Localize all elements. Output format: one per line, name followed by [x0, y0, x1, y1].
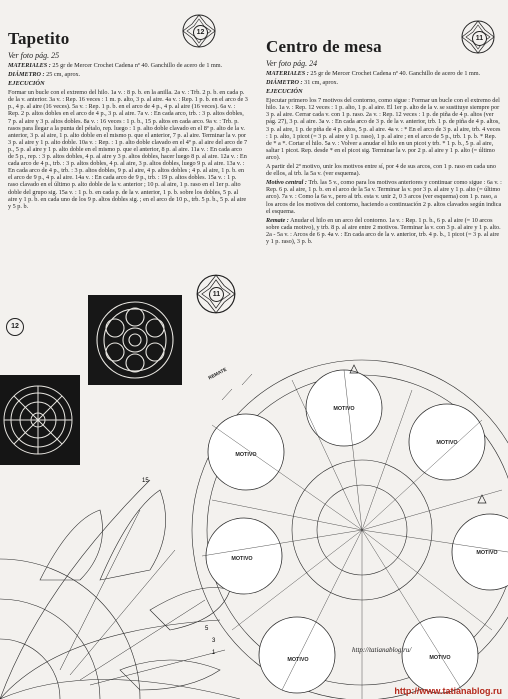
motivo-label: MOTIVO — [287, 657, 309, 663]
photo-number-badge: 12 — [6, 318, 24, 336]
left-column — [8, 30, 248, 210]
left-title: Tapetito — [8, 29, 70, 48]
left-photo-ref: Ver foto pág. 25 — [8, 51, 60, 60]
motivo-label: MOTIVO — [436, 440, 458, 446]
blog-watermark: http://tatianablog.ru/ — [352, 646, 412, 654]
pattern-number-badge-diagram — [196, 274, 236, 314]
doily-photo-12 — [0, 375, 80, 465]
motivo-label: MOTIVO — [476, 550, 498, 556]
badge-number: 11 — [472, 31, 487, 46]
right-diametro: DIÁMETRO : 31 cm, aprox. — [266, 79, 339, 87]
row-number: 15 — [142, 478, 149, 484]
right-a-partir-text: A partir del 2º motivo, unir los motivos entre sí, por 4 de sus arcos, con 1 p. raso en cada uno de ellos, al trb. la 5a v. (ver esquema). — [266, 163, 496, 178]
left-ejecucion-text: Formar un bucle con el extremo del hilo. 1a v. : 8 p. b. en la anilla. 2a v. : Trb. 2 p. b. en cada p. de la v. anterior. 3a v. : Rep. 16 veces : 1 m. p. alto, 3 p. al aire. 4a v. : Rep. 1 p. b. en el arco de 3 p., 4 p. al aire (16 veces). 5a v. : Rep. 1 p. b. en el arco de 4 p., 4 p. al aire (16 veces). 6a v. : Rep. 2 p. altos dobles en el arco de 4 p., 3 p. al aire. 7a v. : En cada arco, trb. : 3 p. altos dobles, 7 p. al aire y 3 p. altos dobles. 8a v. : 16 veces : 1 p. b., 15 p. altos en cada arco. 9a v. : Trb. p. rasos para llegar a la punta del pétalo, rep. luego : 1 p. alto doble clavado en el 8º p. alto de la v. anterior, 3 p. al aire, 1 p. alto doble en el mismo p. que el anterior, 7 p. al aire. Terminar la v. por 3 p. al aire y 1 p. alto doble. 10a v. : Rep. : 1 p. alto doble clavado en el 4º p. al aire del arco de 7 p., 5 p. al aire y 1 p. alto doble en el mismo p. que el anterior, 8 p. al aire. 11a v. : En cada arco de 5 p., rep. : 3 p. altos dobles, 4 p. al aire y 3 p. altos dobles, hacer luego 8 p. al aire. 12a v. : En cada arco de 4 p., trb. : 3 p. altos dobles, 4 p. al aire, 3 p. altos dobles, luego 9 p. al aire. 13a v. : En cada arco de 4 p., trb. : 3 p. altos dobles, 9 p. al aire, 4 p. altos dobles ; 4 p. al aire, 1 p. b. en el arco de 9 p., 4 p. al aire. 14a v. : En cada arco de 9 p., trb. : 19 p. altos dobles. 15a v. : 1 p. raso clavado en el último p. alto doble de la v. anterior ; 10 p. al aire, 1 p. raso en el 1er p. alto doble del grupo sig. 15a v. : 1 p. b. en cada p. de la v. anterior, 1 p. b. sobre los dobles, 5 p. al aire y 1 p. b. en cada uno de los 9 p. altos dobles sig. ; en el arco de 10 p., trb. 5 p. b., 5 p. al aire y 5 p. b. — [8, 89, 248, 210]
row-number: 1 — [212, 650, 216, 656]
centro-de-mesa-crochet-diagram — [172, 330, 508, 699]
left-ejecucion-heading: EJECUCIÓN — [8, 80, 45, 88]
footer-url[interactable]: http://www.tatianablog.ru — [394, 686, 502, 696]
right-materiales: MATERIALES : 25 gr de Mercer Crochet Cadena nº 40. Ganchillo de acero de 1 mm. — [266, 70, 481, 77]
left-materiales: MATERIALES : 25 gr de Mercer Crochet Cadena nº 40. Ganchillo de acero de 1 mm. — [8, 62, 223, 69]
row-number: 3 — [212, 638, 216, 644]
right-ejecucion-heading: EJECUCIÓN — [266, 88, 303, 96]
badge-number: 11 — [209, 287, 224, 302]
right-ejecucion-text: Ejecutar primero los 7 motivos del contorno, como sigue : Formar un bucle con el extremo del hilo. 1a v. : Rep. 12 veces : 1 p. alto, 1 p. al aire. El 1er p. alto de la v. se sustituye siempre por 3 p. al aire. Cerrar cada v. con 1 p. raso. 2a v. : Rep. 12 veces : 1 p. de piña de 4 p. altos (ver pág. 27), 3 p. al aire. 3a v. : En cada arco de 3 p. de la v. anterior, trb. 1 p. de piña de 4 p. altos, 3 p. al aire, 1 p. de piña de 4 p. altos, 5 p. al aire. 4a v. : * En el arco de 3 p. al aire, trb. 4 veces : 1 p. alto, 1 picot (= 3 p. al aire y 1 p. raso), 1 p. al aire ; en el arco de 5 p., trb. 1 p. b. * Rep. de * a *. Cortar el hilo. 5a v. : Volver a anudar el hilo en un picot y trb. * 1 p. b., 5 p. al aire, saltar 1 picot. Rep. desde * en el picot sig. Terminar la v. por 2 p. al aire y 1 p. alto (= último arco). — [266, 97, 501, 161]
motivo-label: MOTIVO — [333, 406, 355, 412]
doily-image — [88, 295, 182, 385]
right-column — [266, 38, 502, 245]
left-diametro: DIÁMETRO : 25 cm, aprox. — [8, 71, 81, 79]
right-remate: Remate : Anudar el hilo en un arco del contorno. 1a v. : Rep. 1 p. b., 6 p. al aire (= 10 arcos sobre cada motivo), y trb. 8 p. al aire entre 2 motivos. Terminar la v. con 3 p. al aire y 1 p. alto. 2a - 5a v. : Arcos de 6 p. 4a v. : En cada arco de la v. anterior, trb. 4 p. b., 1 picot (= 3 p. al aire y 1 p. raso), 3 p. b. — [266, 216, 501, 245]
motivo-label: MOTIVO — [235, 452, 257, 458]
right-title: Centro de mesa — [266, 37, 382, 56]
right-motivo-central: Motivo central : Trb. las 5 v., como para los motivos anteriores y continuar como sigue : 6a v. : Rep. 6 p. al aire, 1 p. b. en el arco de la 5a v. Terminar la v. por 3 p. al aire y 1 p. alto (= último arco). 7a v. : Como la 6a v., pero al trb. esta v. unir 2, 0 3 arcos (ver esquema) con 1 p. raso, a los arcos de los motivos del contorno, haciendo a continuación 2 p. altos clavados según indica el esquema. — [266, 179, 502, 215]
badge-number: 12 — [193, 25, 208, 40]
motivo-label: MOTIVO — [231, 556, 253, 562]
doily-image — [0, 375, 80, 465]
row-number: 5 — [205, 626, 209, 632]
doily-photo-11 — [88, 295, 182, 385]
right-photo-ref: Ver foto pág. 24 — [266, 59, 318, 68]
motivo-label: MOTIVO — [429, 655, 451, 661]
remate-label: REMATE — [207, 367, 228, 382]
